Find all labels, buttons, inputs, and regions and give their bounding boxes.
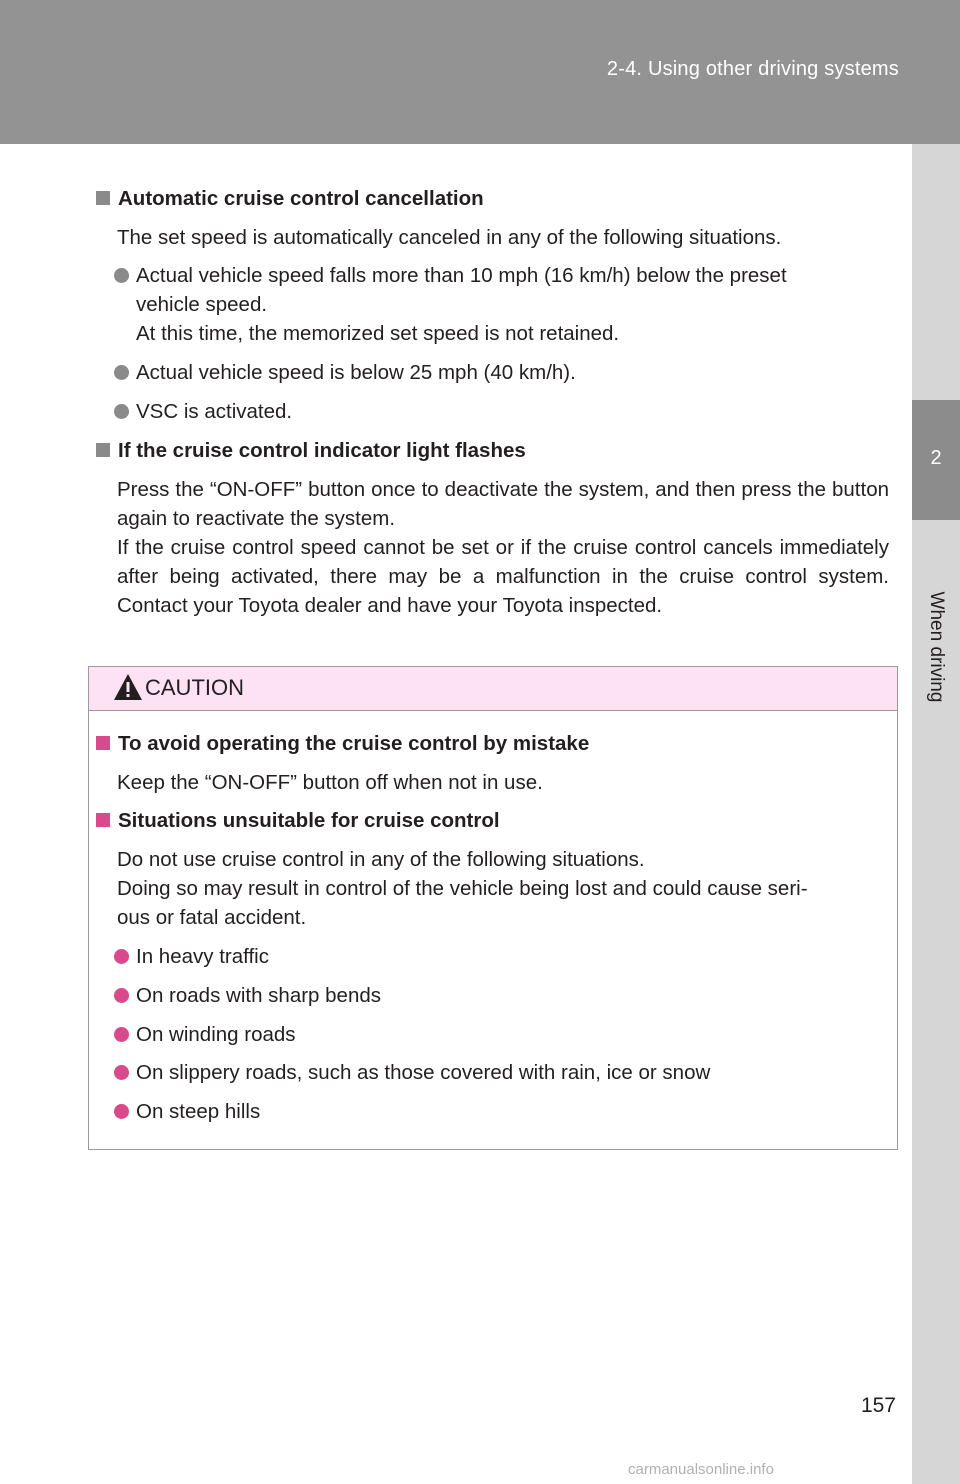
chapter-number: 2: [930, 447, 942, 469]
list-item-text: Actual vehicle speed falls more than 10 mph (16 km/h) below the preset: [136, 264, 787, 287]
list-item: [114, 358, 576, 387]
circle-bullet-icon: [114, 268, 129, 283]
circle-bullet-icon: [114, 1065, 129, 1080]
caution-text: ous or fatal accident.: [117, 906, 307, 929]
list-item-text: On slippery roads, such as those covered with rain, ice or snow: [136, 1061, 711, 1084]
warning-icon: [113, 673, 143, 701]
list-item-text: Actual vehicle speed is below 25 mph (40 km/h).: [136, 361, 576, 384]
caution-heading: [96, 806, 500, 835]
page-number: 157: [860, 1394, 896, 1417]
chapter-label: When driving: [926, 591, 947, 703]
circle-bullet-icon: [114, 404, 129, 419]
list-item: [114, 397, 292, 426]
square-bullet-icon: [96, 736, 110, 750]
heading-text: To avoid operating the cruise control by mistake: [118, 732, 590, 755]
caution-heading: [96, 729, 589, 758]
circle-bullet-icon: [114, 949, 129, 964]
list-item-text: In heavy traffic: [136, 945, 269, 968]
list-item-text: On steep hills: [136, 1100, 261, 1123]
list-item: [114, 1097, 260, 1126]
list-item-text: On winding roads: [136, 1023, 296, 1046]
heading-auto-cancel: [96, 184, 484, 213]
list-item-note: At this time, the memorized set speed is not retained.: [136, 322, 620, 345]
caution-text: Doing so may result in control of the vehicle being lost and could cause seri-: [117, 877, 808, 900]
heading-text: Situations unsuitable for cruise control: [118, 809, 500, 832]
circle-bullet-icon: [114, 1104, 129, 1119]
side-tab-top: [912, 144, 960, 400]
heading-text: Automatic cruise control cancellation: [118, 187, 484, 210]
circle-bullet-icon: [114, 1027, 129, 1042]
list-item-text: VSC is activated.: [136, 400, 293, 423]
watermark: carmanualsonline.info: [628, 1461, 774, 1478]
square-bullet-icon: [96, 191, 110, 205]
caution-text: Do not use cruise control in any of the following situations.: [117, 848, 645, 871]
heading-indicator-flash: [96, 436, 526, 465]
list-item-text: On roads with sharp bends: [136, 984, 381, 1007]
list-item-cont: vehicle speed.: [136, 293, 268, 316]
circle-bullet-icon: [114, 988, 129, 1003]
intro-text: The set speed is automatically canceled in any of the following situations.: [117, 226, 782, 249]
caution-header: [89, 667, 897, 711]
list-item: [114, 261, 787, 290]
section-title: 2-4. Using other driving systems: [606, 58, 899, 80]
caution-title: CAUTION: [145, 675, 244, 700]
paragraph: If the cruise control speed cannot be set or if the cruise control cancels immediately after being activated, there may be a malfunction in the cruise control system. Contact your Toyota dealer and have your Toyota inspected.: [117, 536, 889, 617]
paragraph: Press the “ON-OFF” button once to deactivate the system, and then press the button again to reactivate the system.: [117, 478, 889, 530]
list-item: [114, 981, 381, 1010]
heading-text: If the cruise control indicator light flashes: [118, 439, 526, 462]
caution-text: Keep the “ON-OFF” button off when not in use.: [117, 771, 543, 794]
circle-bullet-icon: [114, 365, 129, 380]
square-bullet-icon: [96, 443, 110, 457]
list-item: [114, 1058, 710, 1087]
list-item: [114, 1020, 296, 1049]
list-item: [114, 942, 269, 971]
square-bullet-icon: [96, 813, 110, 827]
